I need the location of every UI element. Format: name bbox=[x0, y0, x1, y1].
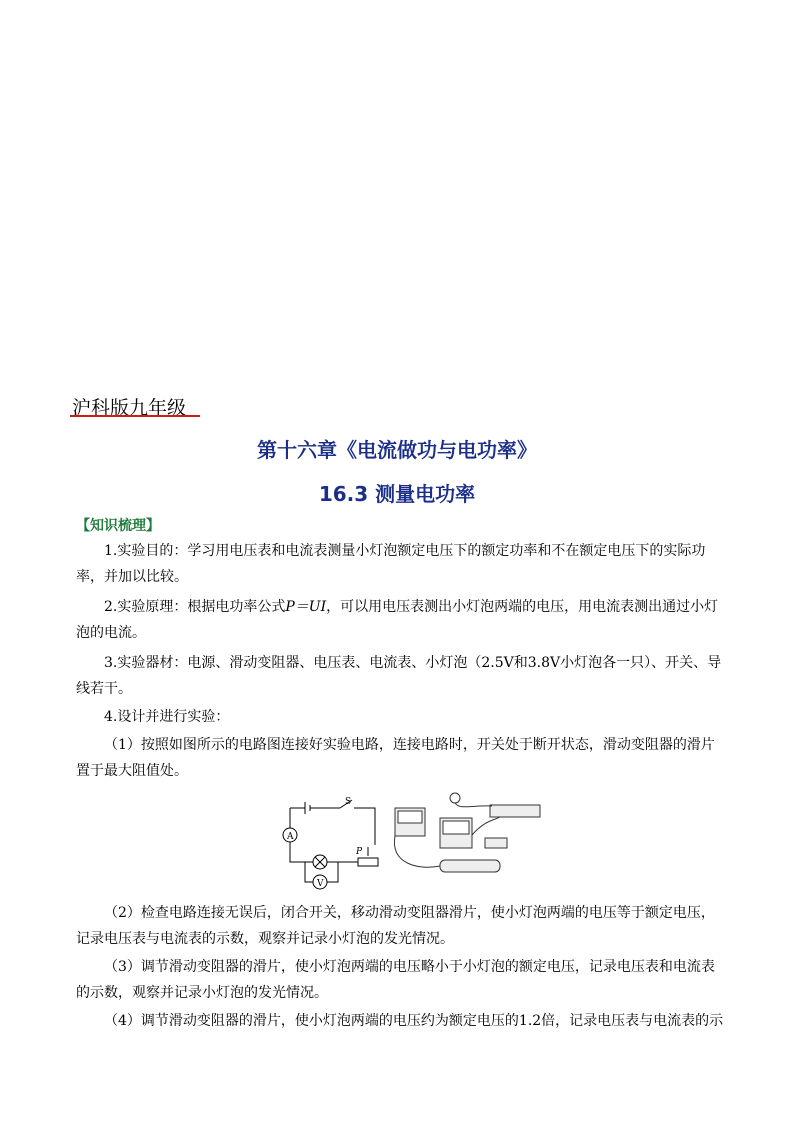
step-2: （2）检查电路连接无误后，闭合开关，移动滑动变阻器滑片，使小灯泡两端的电压等于额定电压，记录电压表与电流表的示数，观察并记录小灯泡的发光情况。 bbox=[76, 905, 715, 947]
chapter-title: 第十六章《电流做功与电功率》 bbox=[257, 438, 537, 462]
voltmeter-label: V bbox=[317, 879, 324, 889]
grade-label: 沪科版九年级 bbox=[72, 397, 187, 419]
power-formula: P＝UI bbox=[285, 599, 327, 615]
item-1: 1.实验目的：学习用电压表和电流表测量小灯泡额定电压下的额定功率和不在额定电压下的实际功率，并加以比较。 bbox=[76, 543, 706, 585]
step-1: （1）按照如图所示的电路图连接好实验电路，连接电路时，开关处于断开状态，滑动变阻器的滑片置于最大阻值处。 bbox=[76, 737, 715, 779]
item-3: 3.实验器材：电源、滑动变阻器、电压表、电流表、小灯泡（2.5V和3.8V小灯泡各一只）、开关、导线若干。 bbox=[76, 655, 722, 697]
item-2: 2.实验原理：根据电功率公式P＝UI，可以用电压表测出小灯泡两端的电压，用电流表测出通过小灯泡的电流。 bbox=[76, 599, 719, 641]
step-4: （4）调节滑动变阻器的滑片，使小灯泡两端的电压约为额定电压的1.2倍，记录电压表与电流表的示 bbox=[104, 1013, 724, 1029]
circuit-diagram bbox=[283, 800, 378, 889]
apparatus-drawing bbox=[394, 793, 540, 872]
switch-label: S bbox=[345, 797, 352, 807]
slider-label: P bbox=[356, 847, 363, 857]
ammeter-label: A bbox=[287, 832, 294, 842]
circuit-figure bbox=[270, 790, 550, 890]
section-label: 【知识梳理】 bbox=[76, 518, 160, 534]
step-3: （3）调节滑动变阻器的滑片，使小灯泡两端的电压略小于小灯泡的额定电压，记录电压表和电流表的示数，观察并记录小灯泡的发光情况。 bbox=[76, 959, 715, 1001]
item-4: 4.设计并进行实验： bbox=[104, 709, 230, 725]
section-title: 16.3 测量电功率 bbox=[318, 482, 476, 506]
grade-underline bbox=[70, 415, 200, 417]
